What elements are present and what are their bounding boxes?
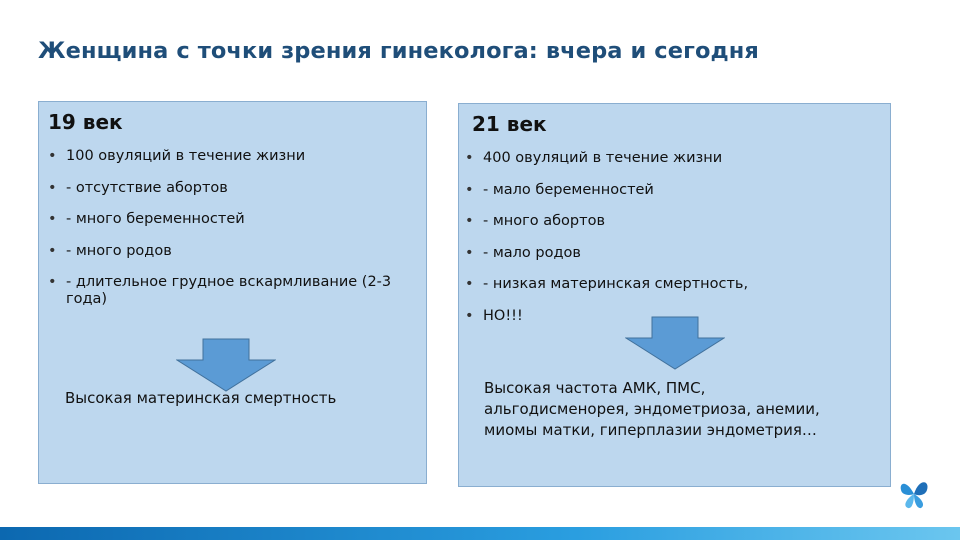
bullet-list: [465, 150, 875, 339]
panel-21st-century: [458, 103, 891, 487]
down-arrow-icon: [176, 338, 276, 392]
list-item: • - низкая материнская смертность,: [465, 276, 875, 293]
list-item: • 400 овуляций в течение жизни: [465, 150, 875, 167]
list-item: • 100 овуляций в течение жизни: [48, 148, 418, 165]
result-line: Высокая материнская смертность: [65, 389, 337, 407]
result-line: миомы матки, гиперплазии эндометрия…: [484, 421, 817, 439]
result-line: Высокая частота АМК, ПМС,: [484, 379, 706, 397]
bullet-list: [48, 148, 418, 323]
bottom-bar: [0, 527, 960, 540]
panel-heading: 21 век: [472, 112, 547, 136]
result-text: [484, 378, 884, 441]
list-item: • - мало родов: [465, 245, 875, 262]
list-item: • - длительное грудное вскармливание (2-3 года): [48, 274, 418, 308]
list-item: • - много беременностей: [48, 211, 418, 228]
panel-heading: 19 век: [48, 110, 123, 134]
slide-title: Женщина с точки зрения гинеколога: вчера и сегодня: [38, 38, 759, 64]
list-item: • - много абортов: [465, 213, 875, 230]
list-item: • - много родов: [48, 243, 418, 260]
list-item: • - отсутствие абортов: [48, 180, 418, 197]
list-item: • НО!!!: [465, 308, 875, 325]
result-text: [65, 388, 336, 409]
butterfly-logo-icon: [897, 474, 931, 512]
panel-19th-century: [38, 101, 427, 484]
down-arrow-icon: [625, 316, 725, 370]
result-line: альгодисменорея, эндометриоза, анемии,: [484, 400, 820, 418]
list-item: • - мало беременностей: [465, 182, 875, 199]
